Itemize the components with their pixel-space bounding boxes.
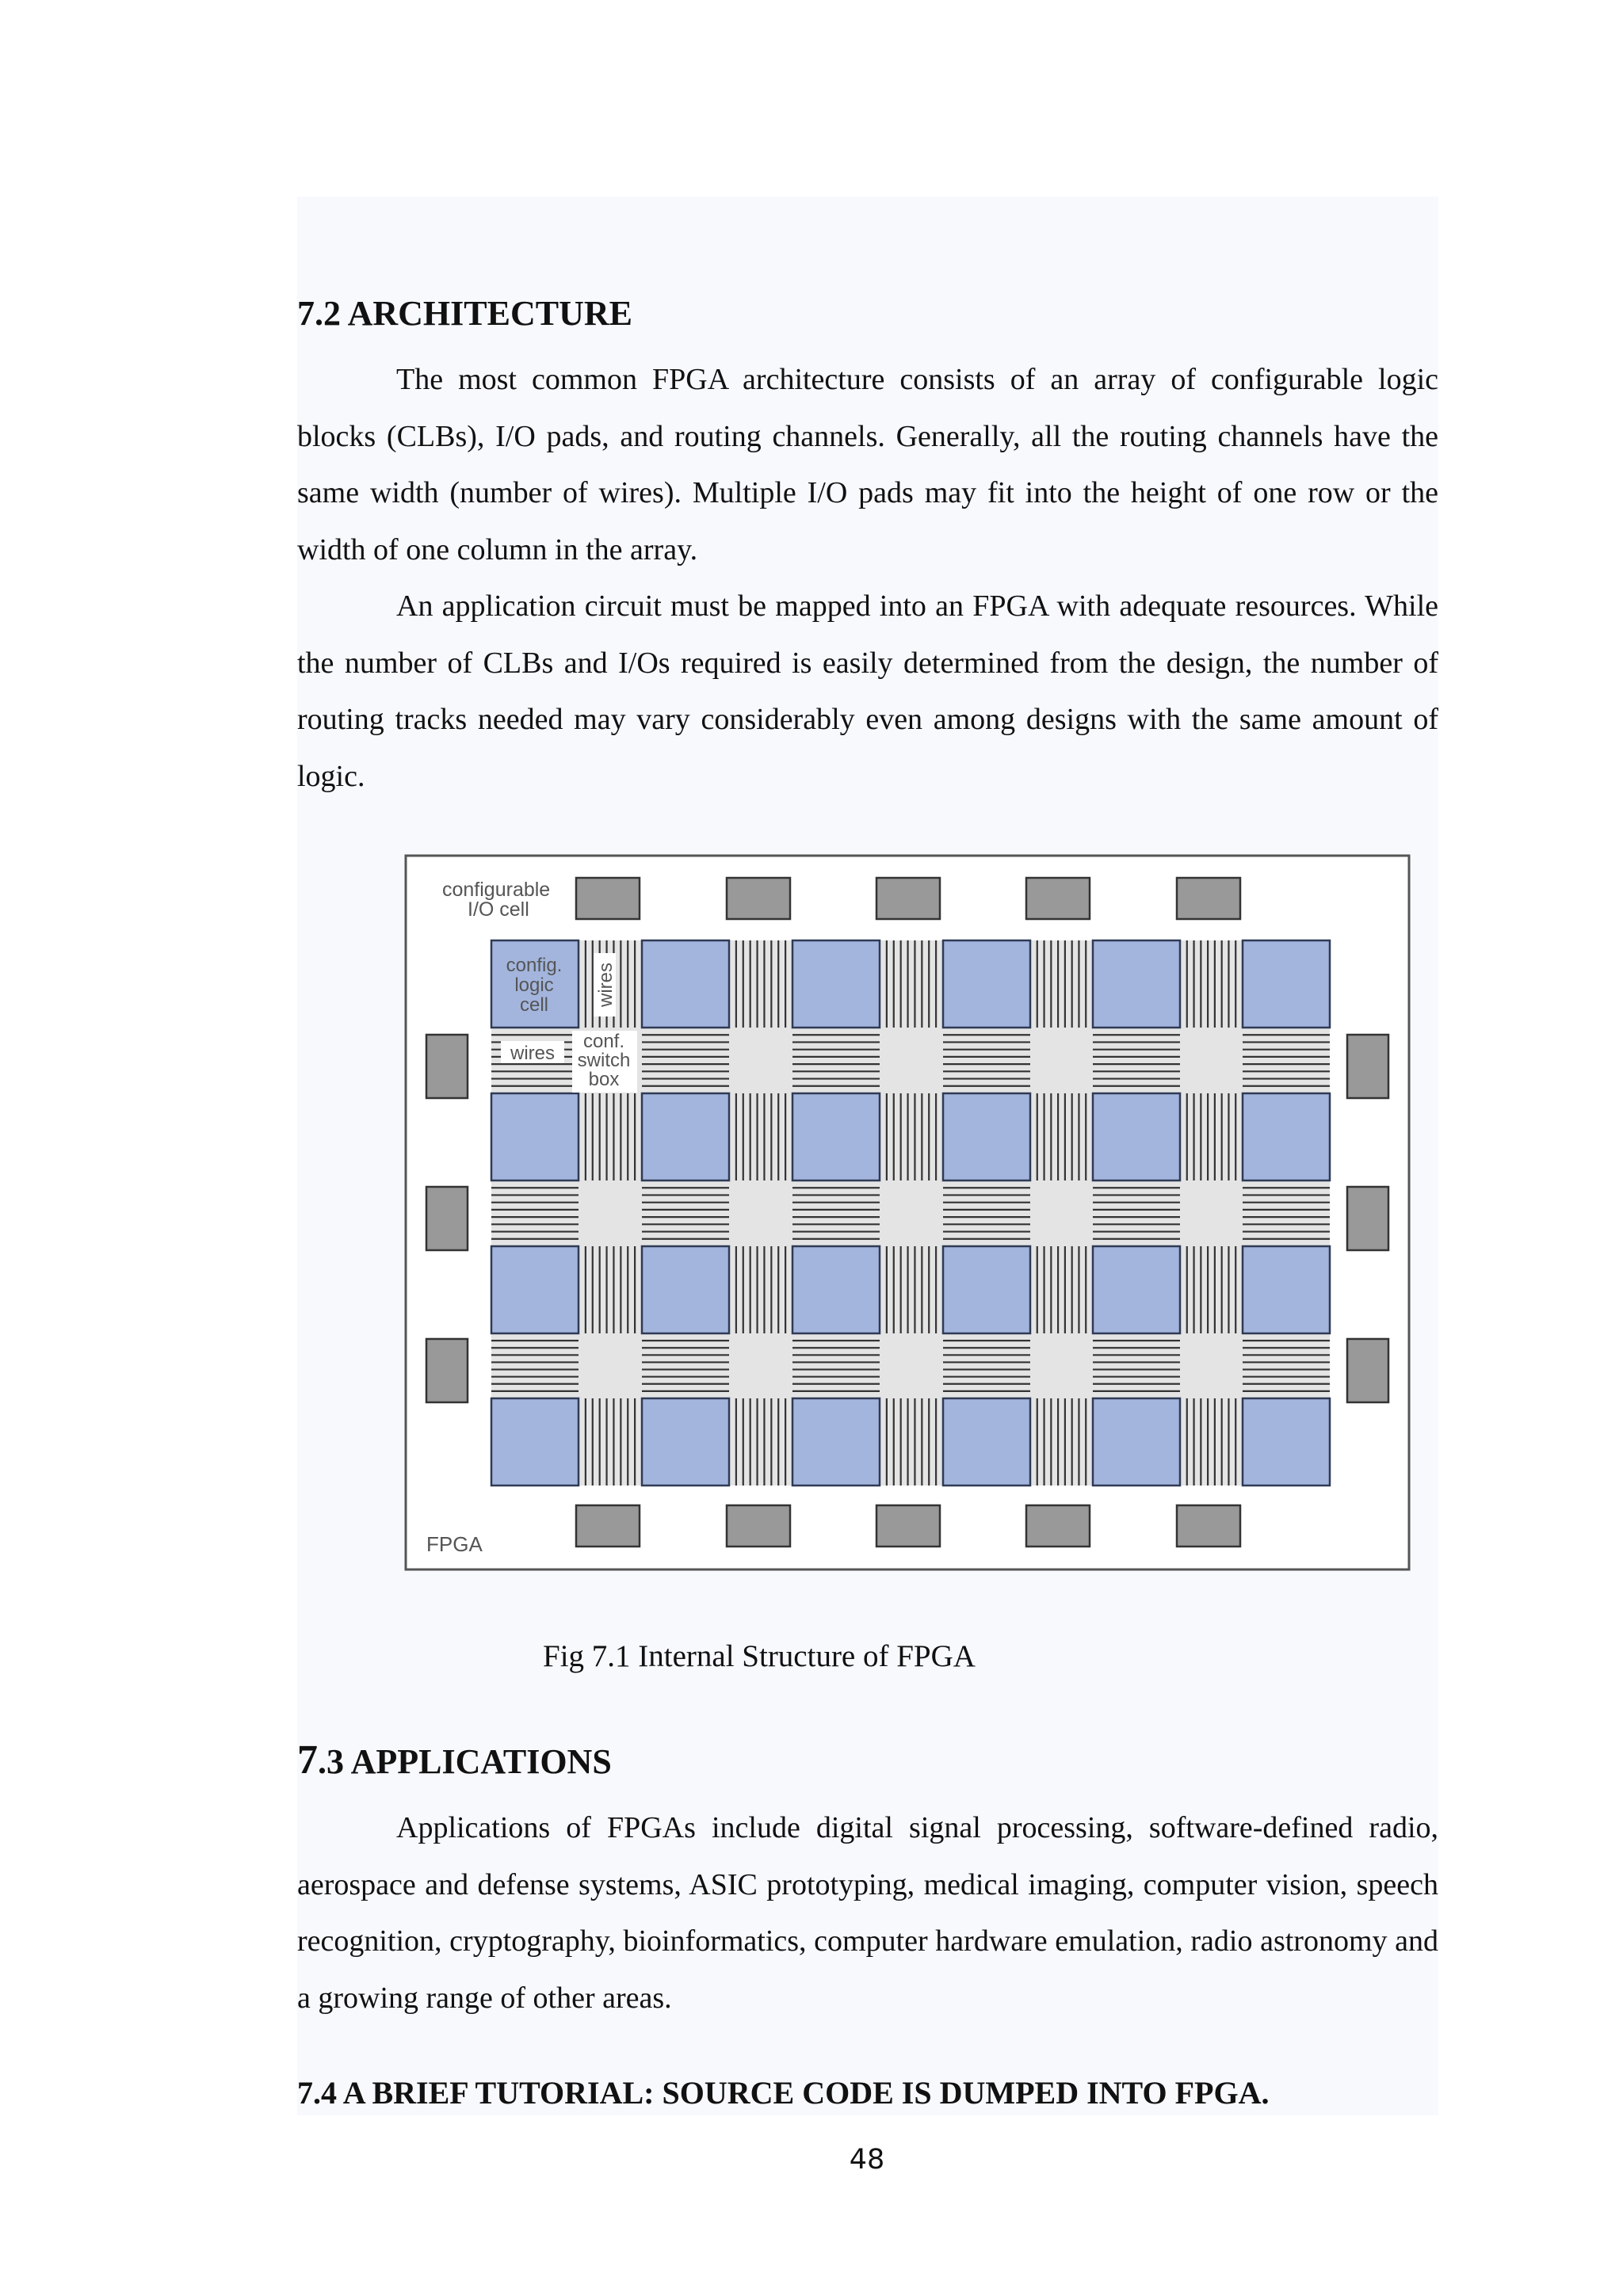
config-logic-cell xyxy=(943,940,1030,1028)
config-logic-cell xyxy=(792,1398,880,1486)
config-logic-cell xyxy=(1093,1093,1180,1180)
config-logic-cell xyxy=(642,1093,729,1180)
io-cell-right xyxy=(1347,1339,1388,1402)
config-logic-cell xyxy=(491,1246,579,1333)
config-logic-cell xyxy=(792,1246,880,1333)
io-cell-bottom xyxy=(727,1505,790,1547)
config-logic-cell xyxy=(1243,1093,1330,1180)
architecture-paragraph-2: An application circuit must be mapped into an FPGA with adequate resources. While the number of CLBs and I/Os required is easily determined from the design, the number of routing tracks needed may vary considerably even among designs with the same amount of logic. xyxy=(297,589,1438,793)
applications-paragraph-1: Applications of FPGAs include digital signal processing, software-defined radio, aerospace and defense systems, ASIC prototyping, medical imaging, computer vision, speech recognition, cryptography, bioinformatics, computer hardware emulation, radio astronomy and a growing range of other areas. xyxy=(297,1811,1438,2015)
section-heading-architecture: 7.2 ARCHITECTURE xyxy=(297,294,632,333)
config-logic-cell xyxy=(792,940,880,1028)
switch-box-label-line2: switch xyxy=(577,1050,631,1071)
switch-box-label-line1: conf. xyxy=(582,1031,625,1052)
io-cell-bottom xyxy=(1026,1505,1090,1547)
io-cell-bottom xyxy=(576,1505,640,1547)
architecture-paragraph-1: The most common FPGA architecture consists of an array of configurable logic blocks (CLBs), I/O pads, and routing channels. Generally, all the routing channels have the same width (number of wires). Multiple I/O pads may fit into the height of one row or the width of one column in the array. xyxy=(297,363,1438,566)
io-cell-label-line1: configurable xyxy=(442,879,551,901)
io-cell-right xyxy=(1347,1035,1388,1098)
io-cell-top xyxy=(727,878,790,919)
config-logic-cell xyxy=(1243,940,1330,1028)
config-logic-cell xyxy=(642,1246,729,1333)
io-cell-left xyxy=(426,1187,468,1250)
config-logic-cell xyxy=(1093,1246,1180,1333)
io-cell-top xyxy=(1177,878,1240,919)
applications-body xyxy=(297,1800,1438,2027)
logic-cell-label-line1: config. xyxy=(506,955,563,976)
io-cell-top xyxy=(876,878,940,919)
routing-layer xyxy=(491,940,1330,1486)
fpga-diagram xyxy=(404,854,1411,1571)
config-logic-cell xyxy=(642,940,729,1028)
config-logic-cell xyxy=(1243,1398,1330,1486)
io-cell-right xyxy=(1347,1187,1388,1250)
io-cell-left xyxy=(426,1339,468,1402)
io-cell-top xyxy=(1026,878,1090,919)
config-logic-cell xyxy=(792,1093,880,1180)
horizontal-channel-bg xyxy=(491,1333,1330,1398)
config-logic-cell xyxy=(1093,940,1180,1028)
logic-cell-label-line2: logic xyxy=(514,974,554,996)
config-logic-cell xyxy=(642,1398,729,1486)
config-logic-cell xyxy=(943,1093,1030,1180)
config-logic-cell xyxy=(1243,1246,1330,1333)
io-cell-bottom xyxy=(876,1505,940,1547)
config-logic-cell xyxy=(943,1398,1030,1486)
architecture-body xyxy=(297,352,1438,805)
config-logic-cell xyxy=(491,1398,579,1486)
io-cell-top xyxy=(576,878,640,919)
figure-caption: Fig 7.1 Internal Structure of FPGA xyxy=(543,1639,976,1673)
switch-box-label-line3: box xyxy=(588,1069,620,1090)
section-heading-tutorial: 7.4 A BRIEF TUTORIAL: SOURCE CODE IS DUMPED INTO FPGA. xyxy=(297,2075,1270,2111)
section-heading-applications: 7.3 APPLICATIONS xyxy=(297,1737,612,1783)
wires-horizontal-label: wires xyxy=(510,1043,556,1064)
fpga-structure-figure xyxy=(404,854,1411,1571)
horizontal-channel-bg xyxy=(491,1180,1330,1246)
io-cell-bottom xyxy=(1177,1505,1240,1547)
wires-vertical-label: wires xyxy=(595,962,617,1008)
page-number: 48 xyxy=(849,2144,885,2176)
config-logic-cell xyxy=(491,1093,579,1180)
io-cell-left xyxy=(426,1035,468,1098)
fpga-label: FPGA xyxy=(426,1532,483,1556)
config-logic-cell xyxy=(1093,1398,1180,1486)
config-logic-cell xyxy=(943,1246,1030,1333)
logic-cell-label-line3: cell xyxy=(519,994,549,1016)
io-cell-label-line2: I/O cell xyxy=(468,898,529,921)
